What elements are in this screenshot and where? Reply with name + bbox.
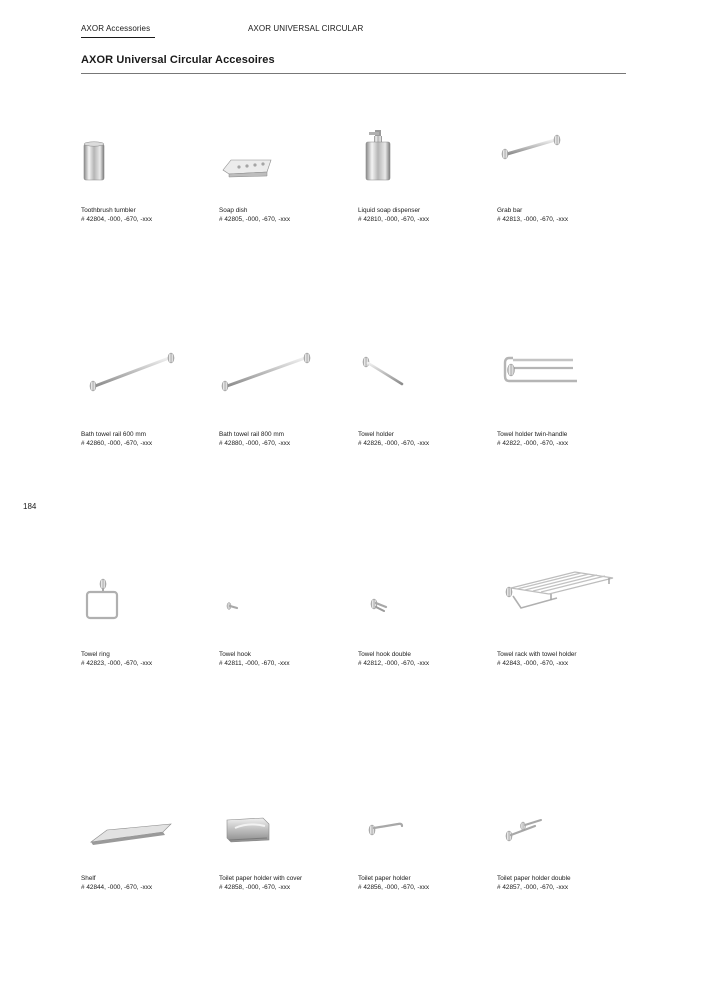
product-name: Shelf <box>81 875 96 882</box>
product-name: Towel hook <box>219 651 251 658</box>
towel-rail-600-icon <box>81 354 211 424</box>
header-section[interactable]: AXOR Accessories <box>81 24 151 33</box>
product-code: # 42843, -000, -670, -xxx <box>497 660 569 667</box>
title-divider <box>81 73 626 74</box>
product-name: Liquid soap dispenser <box>358 207 421 214</box>
toilet-paper-double-icon <box>497 798 627 868</box>
product-name: Soap dish <box>219 207 248 214</box>
product-name: Grab bar <box>497 207 523 214</box>
toilet-paper-holder-icon <box>358 798 488 868</box>
product-code: # 42813, -000, -670, -xxx <box>497 216 569 223</box>
product-code: # 42860, -000, -670, -xxx <box>81 440 153 447</box>
product-code: # 42826, -000, -670, -xxx <box>358 440 430 447</box>
product-code: # 42857, -000, -670, -xxx <box>497 884 569 891</box>
product-name: Toilet paper holder with cover <box>219 875 303 882</box>
product-code: # 42804, -000, -670, -xxx <box>81 216 153 223</box>
product-code: # 42822, -000, -670, -xxx <box>497 440 569 447</box>
product-name: Towel ring <box>81 651 110 658</box>
product-code: # 42856, -000, -670, -xxx <box>358 884 430 891</box>
towel-holder-twin-icon <box>497 354 627 424</box>
product-code: # 42805, -000, -670, -xxx <box>219 216 291 223</box>
toilet-paper-cover-icon <box>219 798 349 868</box>
shelf-icon <box>81 798 211 868</box>
page-title: AXOR Universal Circular Accesoires <box>81 54 275 66</box>
page-number: 184 <box>23 502 37 511</box>
product-code: # 42823, -000, -670, -xxx <box>81 660 153 667</box>
towel-hook-double-icon <box>358 574 488 644</box>
product-name: Toilet paper holder double <box>497 875 571 882</box>
product-code: # 42812, -000, -670, -xxx <box>358 660 430 667</box>
product-name: Bath towel rail 600 mm <box>81 431 146 438</box>
product-name: Toothbrush tumbler <box>81 207 136 214</box>
product-code: # 42811, -000, -670, -xxx <box>219 660 290 667</box>
tumbler-icon <box>81 130 211 200</box>
towel-holder-icon <box>358 354 488 424</box>
product-name: Bath towel rail 800 mm <box>219 431 284 438</box>
header-underline <box>81 37 155 38</box>
towel-rack-icon <box>497 574 627 644</box>
grab-bar-icon <box>497 130 627 200</box>
header-collection: AXOR UNIVERSAL CIRCULAR <box>248 24 364 33</box>
product-name: Towel rack with towel holder <box>497 651 577 658</box>
soap-dish-icon <box>219 130 349 200</box>
product-name: Toilet paper holder <box>358 875 411 882</box>
product-code: # 42810, -000, -670, -xxx <box>358 216 430 223</box>
product-name: Towel hook double <box>358 651 411 658</box>
soap-dispenser-icon <box>358 130 488 200</box>
towel-ring-icon <box>81 574 211 644</box>
product-code: # 42844, -000, -670, -xxx <box>81 884 153 891</box>
towel-rail-800-icon <box>219 354 349 424</box>
product-code: # 42880, -000, -670, -xxx <box>219 440 291 447</box>
towel-hook-icon <box>219 574 349 644</box>
product-code: # 42858, -000, -670, -xxx <box>219 884 291 891</box>
product-name: Towel holder <box>358 431 394 438</box>
product-name: Towel holder twin-handle <box>497 431 568 438</box>
